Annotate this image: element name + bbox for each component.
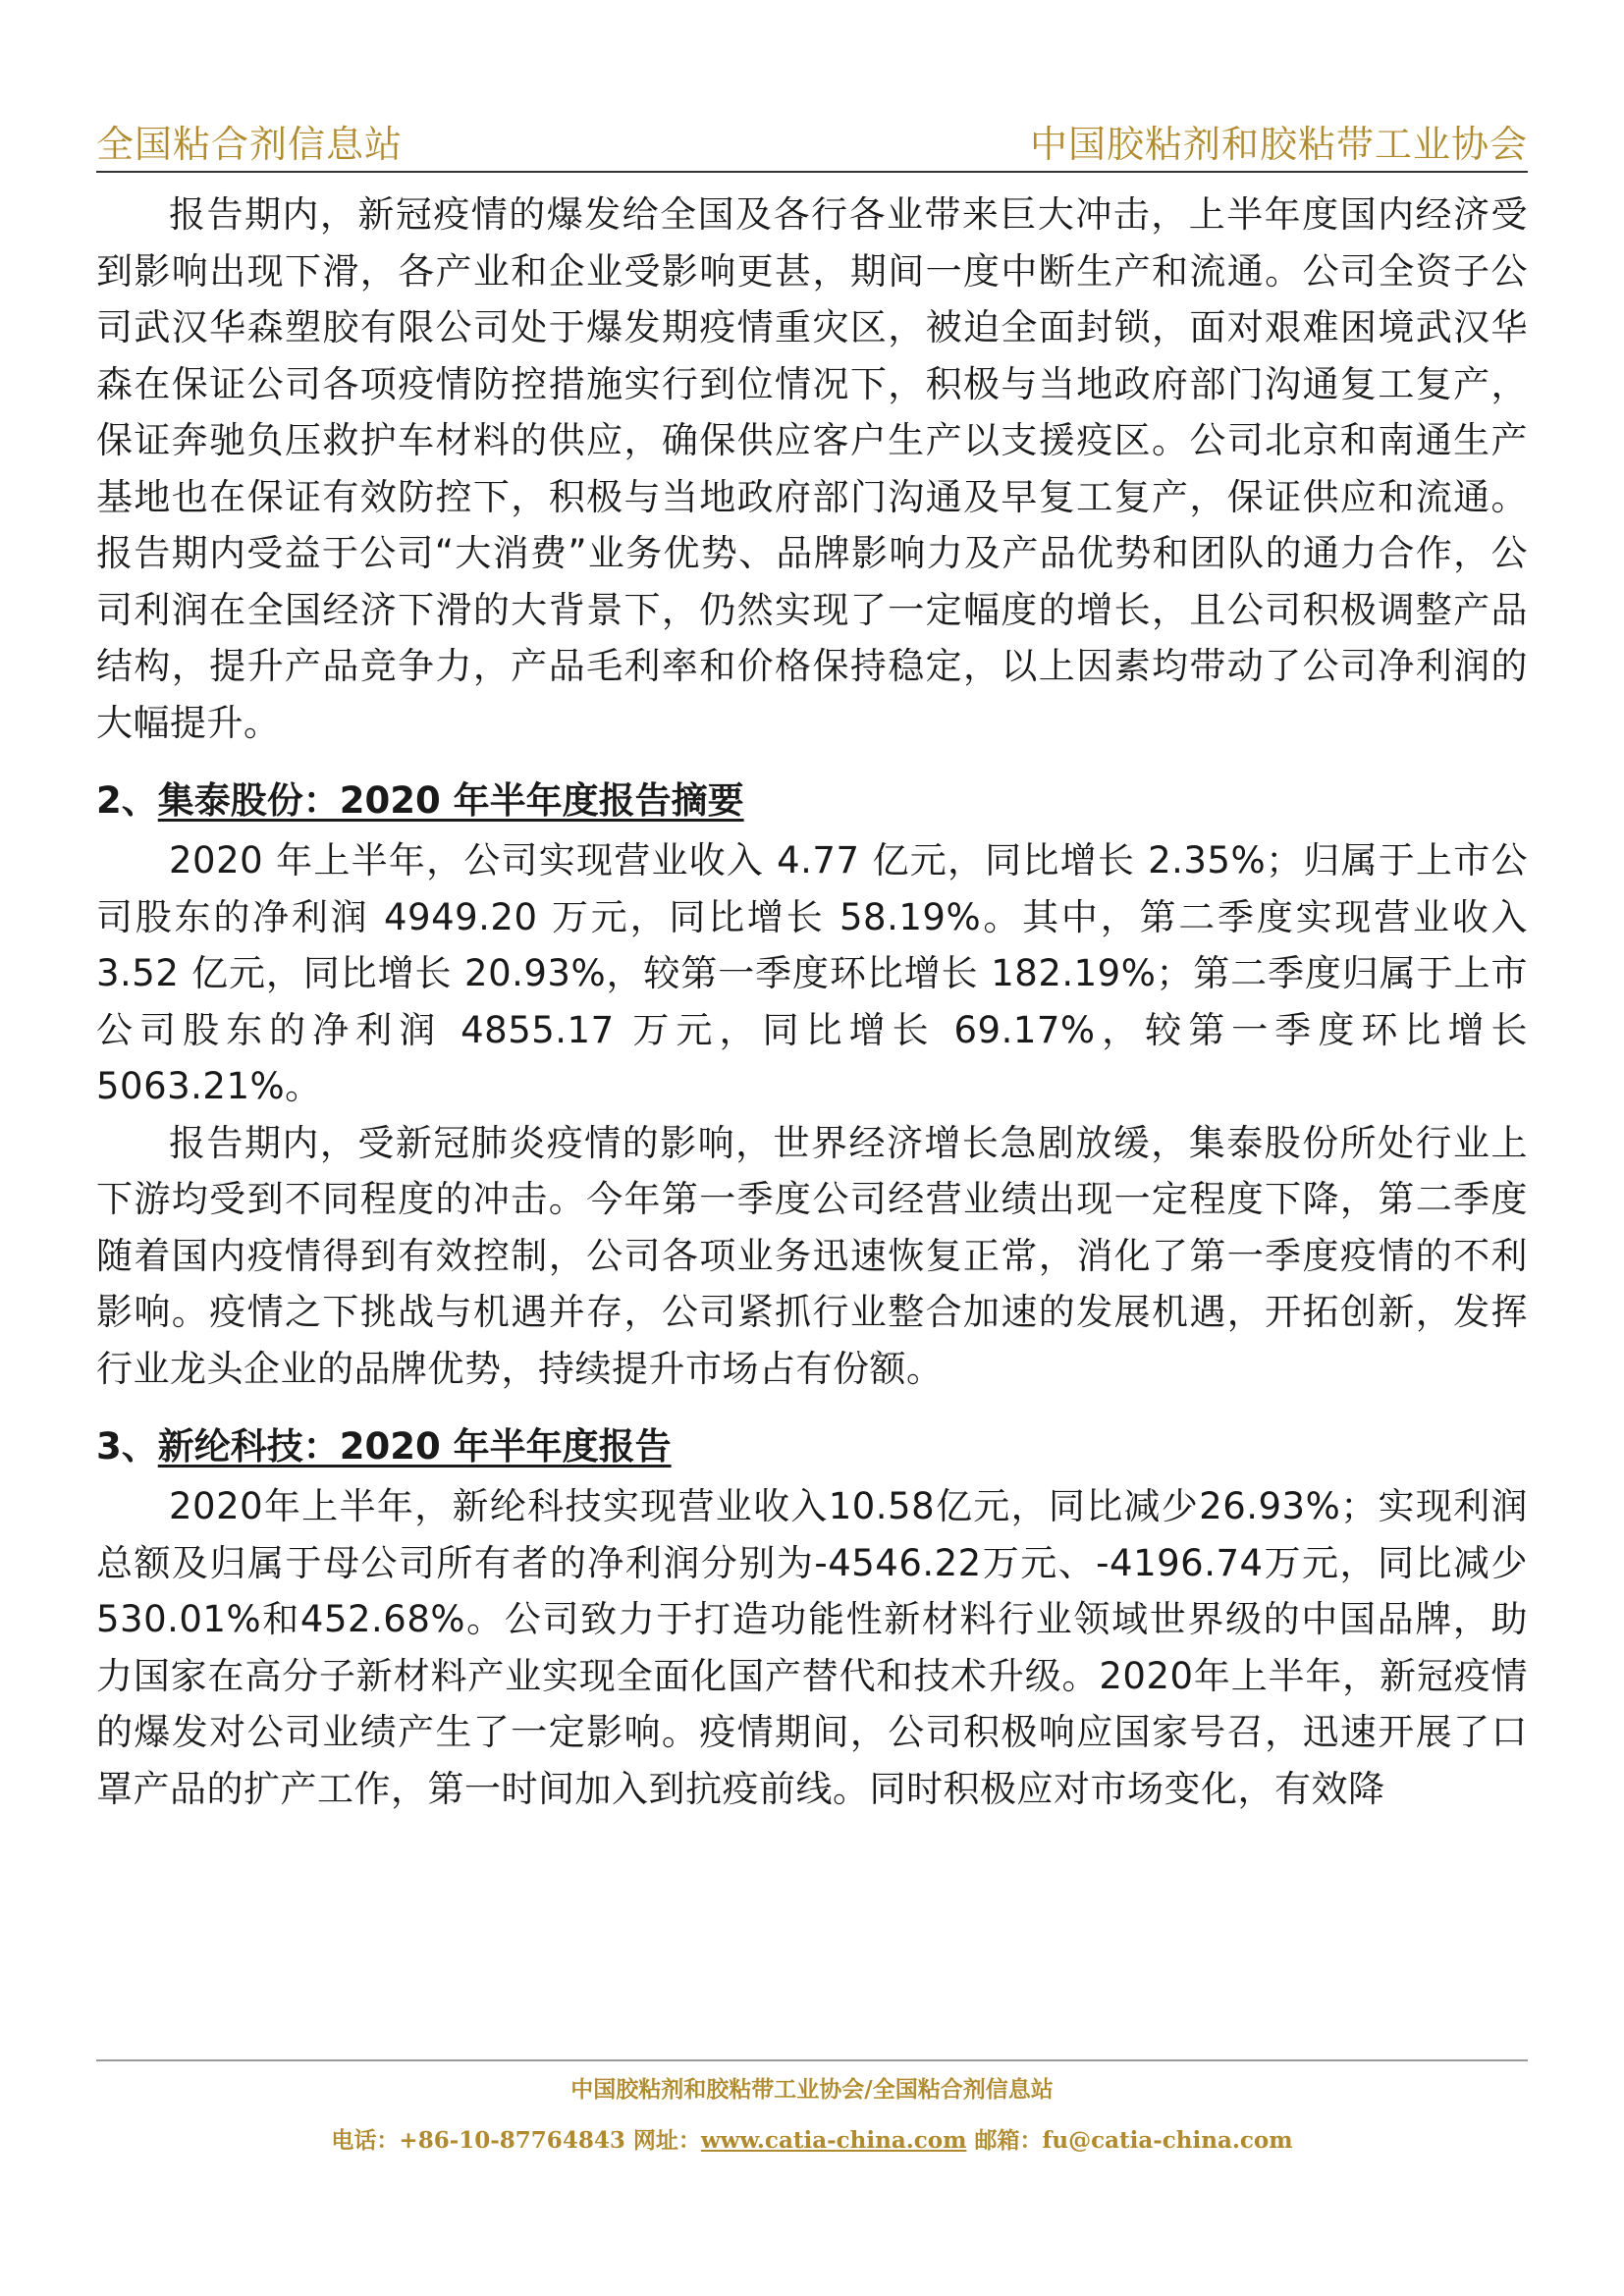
paragraph: 报告期内，受新冠肺炎疫情的影响，世界经济增长急剧放缓，集泰股份所处行业上下游均受到不同程度的冲击。今年第一季度公司经营业绩出现一定程度下降，第二季度随着国内疫情得到有效控制，公司各项业务迅速恢复正常，消化了第一季度疫情的不利影响。疫情之下挑战与机遇并存，公司紧抓行业整合加速的发展机遇，开拓创新，发挥行业龙头企业的品牌优势，持续提升市场占有份额。 xyxy=(96,1121,1528,1390)
footer-divider xyxy=(96,2059,1528,2061)
section-heading xyxy=(96,773,1528,828)
email-address: fu@catia-china.com xyxy=(1042,2127,1293,2154)
phone-label: 电话： xyxy=(331,2127,400,2154)
header-divider xyxy=(96,171,1528,173)
paragraph: 2020 年上半年，公司实现营业收入 4.77 亿元，同比增长 2.35%；归属于上市公司股东的净利润 4949.20 万元，同比增长 58.19%。其中，第二季度实现营业收入 3.52 亿元，同比增长 20.93%，较第一季度环比增长 182.19%；第二季度归属于上市公司股东的净利润 4855.17 万元，同比增长 69.17%，较第一季度环比增长 5063.21%。 xyxy=(96,839,1528,1107)
section-title: 集泰股份：2020 年半年度报告摘要 xyxy=(157,779,744,822)
section-title: 新纶科技：2020 年半年度报告 xyxy=(157,1425,672,1468)
paragraph: 报告期内，新冠疫情的爆发给全国及各行各业带来巨大冲击，上半年度国内经济受到影响出现下滑，各产业和企业受影响更甚，期间一度中断生产和流通。公司全资子公司武汉华森塑胶有限公司处于爆发期疫情重灾区，被迫全面封锁，面对艰难困境武汉华森在保证公司各项疫情防控措施实行到位情况下，积极与当地政府部门沟通复工复产，保证奔驰负压救护车材料的供应，确保供应客户生产以支援疫区。公司北京和南通生产基地也在保证有效防控下，积极与当地政府部门沟通及早复工复产，保证供应和流通。报告期内受益于公司“大消费”业务优势、品牌影响力及产品优势和团队的通力合作，公司利润在全国经济下滑的大背景下，仍然实现了一定幅度的增长，且公司积极调整产品结构，提升产品竞争力，产品毛利率和价格保持稳定，以上因素均带动了公司净利润的大幅提升。 xyxy=(96,193,1528,744)
document-body xyxy=(96,187,1528,1817)
section-number: 3、 xyxy=(96,1425,158,1468)
website-link[interactable]: www.catia-china.com xyxy=(700,2127,967,2154)
header-left-title: 全国粘合剂信息站 xyxy=(96,123,404,166)
paragraph: 2020年上半年，新纶科技实现营业收入10.58亿元，同比减少26.93%；实现利润总额及归属于母公司所有者的净利润分别为-4546.22万元、-4196.74万元，同比减少530.01%和452.68%。公司致力于打造功能性新材料行业领域世界级的中国品牌，助力国家在高分子新材料产业实现全面化国产替代和技术升级。2020年上半年，新冠疫情的爆发对公司业绩产生了一定影响。疫情期间，公司积极响应国家号召，迅速开展了口罩产品的扩产工作，第一时间加入到抗疫前线。同时积极应对市场变化，有效降 xyxy=(96,1485,1528,1810)
page-header xyxy=(96,114,1528,169)
header-right-title: 中国胶粘剂和胶粘带工业协会 xyxy=(1029,123,1528,166)
email-label: 邮箱： xyxy=(966,2127,1043,2154)
phone-number: +86-10-87764843 xyxy=(399,2127,625,2154)
section-heading xyxy=(96,1418,1528,1474)
section-number: 2、 xyxy=(96,779,158,822)
footer-organization: 中国胶粘剂和胶粘带工业协会/全国粘合剂信息站 xyxy=(570,2076,1054,2103)
footer-contact xyxy=(0,2122,1624,2155)
website-label: 网址： xyxy=(624,2127,701,2154)
